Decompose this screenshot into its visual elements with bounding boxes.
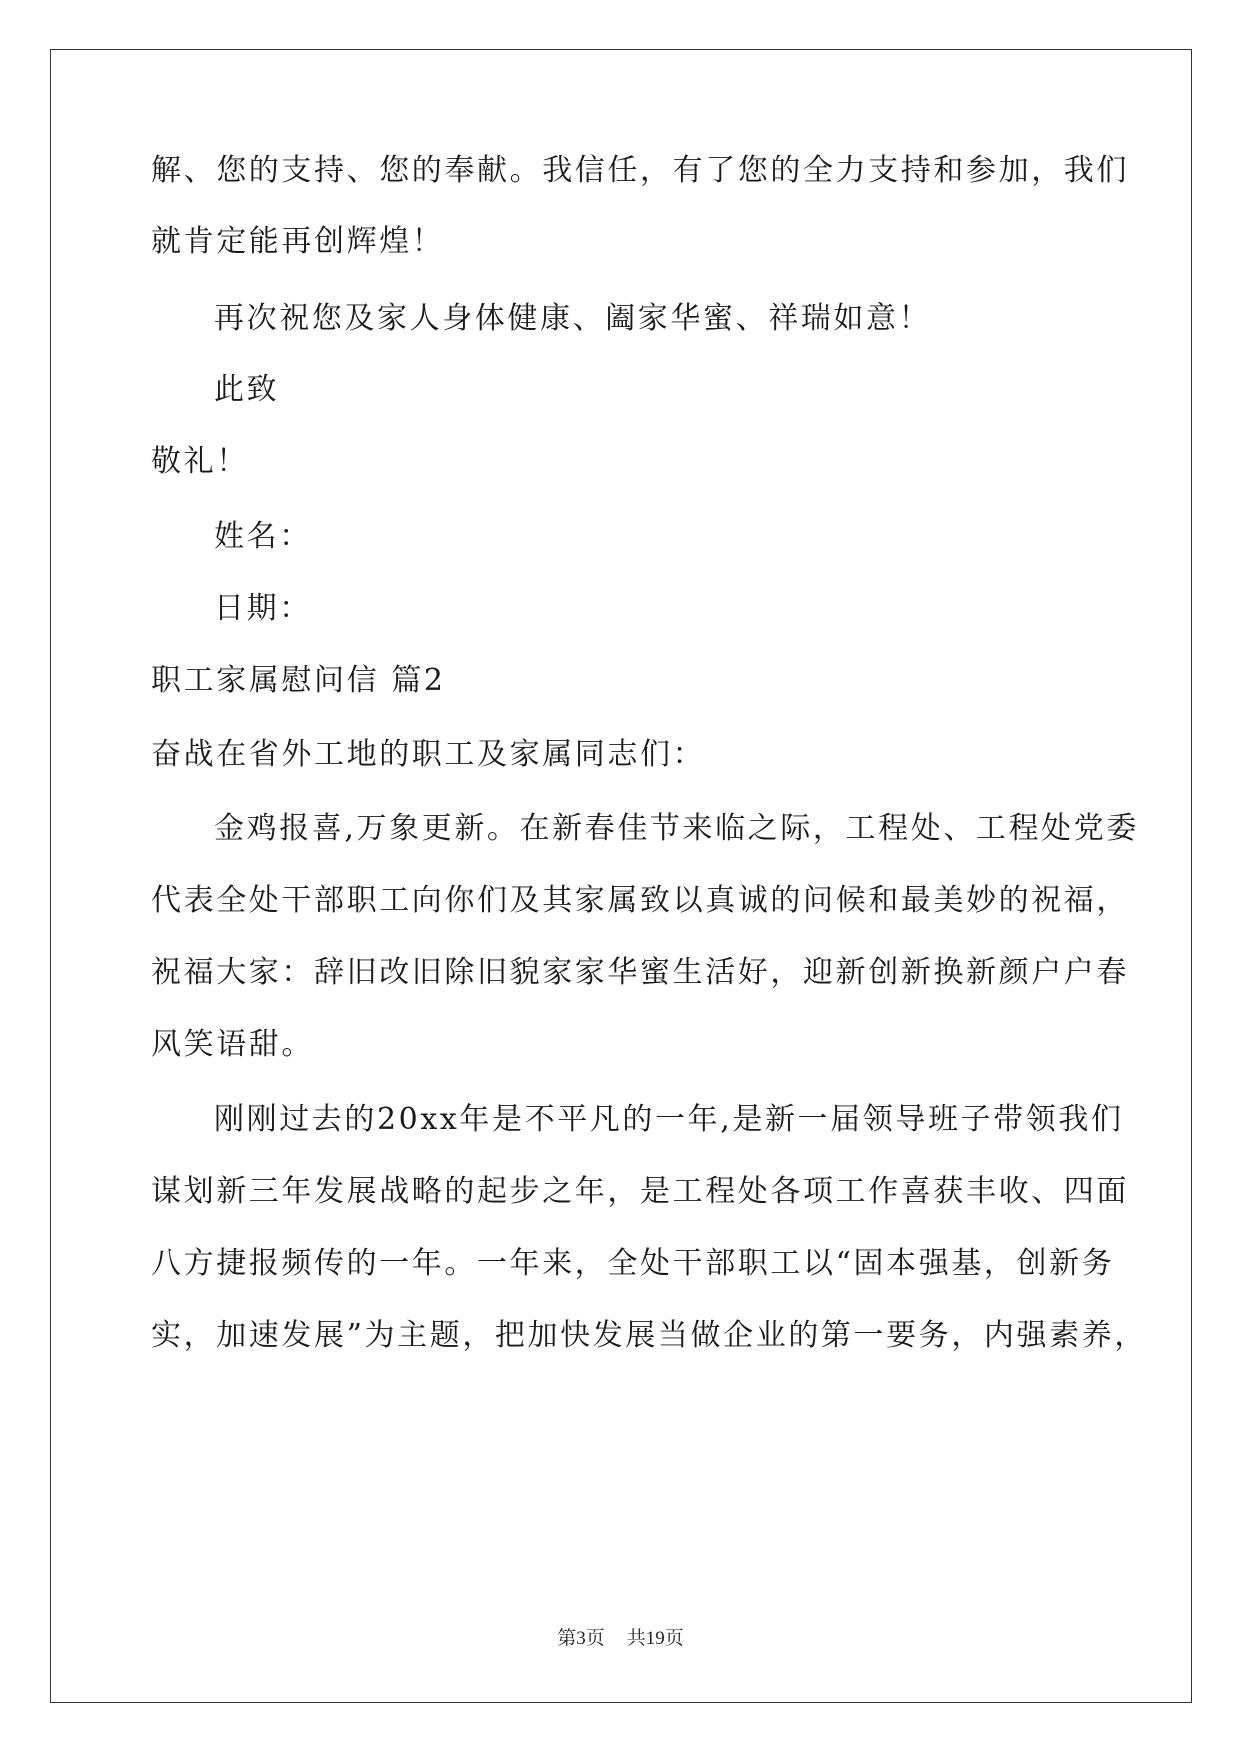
paragraph-line: 风笑语甜。 bbox=[151, 1027, 314, 1062]
paragraph-line: 实，加速发展”为主题，把加快发展当做企业的第一要务，内强素养， bbox=[151, 1318, 1147, 1353]
paragraph-line: 金鸡报喜,万象更新。在新春佳节来临之际，工程处、工程处党委 bbox=[214, 811, 1139, 846]
paragraph-line: 祝福大家：辞旧改旧除旧貌家家华蜜生活好，迎新创新换新颜户户春 bbox=[151, 955, 1129, 990]
paragraph-line: 解、您的支持、您的奉献。我信任，有了您的全力支持和参加，我们 bbox=[151, 153, 1129, 188]
letter-greeting: 奋战在省外工地的职工及家属同志们： bbox=[151, 737, 706, 772]
paragraph-line: 谋划新三年发展战略的起步之年，是工程处各项工作喜获丰收、四面 bbox=[151, 1174, 1129, 1209]
paragraph-line: 代表全处干部职工向你们及其家属致以真诚的问候和最美妙的祝福， bbox=[151, 883, 1129, 918]
signature-name-label: 姓名： bbox=[214, 519, 312, 554]
page-number: 第3页 bbox=[557, 1628, 605, 1649]
page-border bbox=[50, 49, 1192, 1703]
page-footer bbox=[0, 1627, 1241, 1651]
paragraph-line: 再次祝您及家人身体健康、阖家华蜜、祥瑞如意！ bbox=[214, 301, 932, 336]
closing-regards: 敬礼！ bbox=[151, 444, 249, 479]
section-heading: 职工家属慰问信 篇2 bbox=[151, 663, 446, 698]
paragraph-line: 刚刚过去的20xx年是不平凡的一年,是新一届领导班子带领我们 bbox=[214, 1102, 1124, 1137]
paragraph-line: 就肯定能再创辉煌！ bbox=[151, 224, 445, 259]
paragraph-line: 八方捷报频传的一年。一年来，全处干部职工以“固本强基，创新务 bbox=[151, 1246, 1115, 1281]
page-total: 共19页 bbox=[626, 1628, 684, 1649]
closing-salutation: 此致 bbox=[214, 372, 280, 407]
signature-date-label: 日期： bbox=[214, 591, 312, 626]
